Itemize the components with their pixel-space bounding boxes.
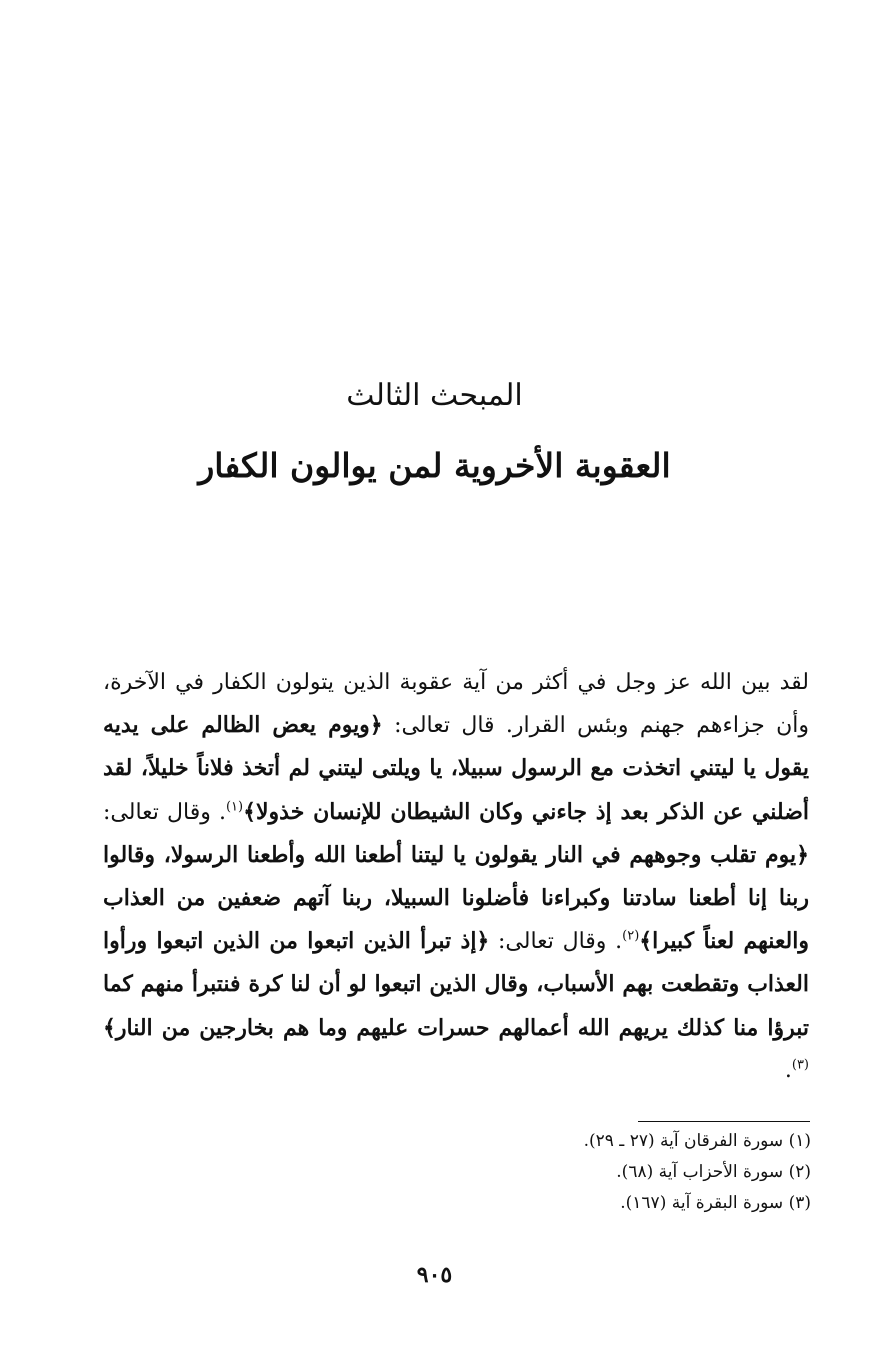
footnote-2: (٢) سورة الأحزاب آية (٦٨). <box>616 1162 811 1182</box>
quran-quote-3: ﴿إذ تبرأ الذين اتبعوا من الذين اتبعوا ورأوا العذاب وتقطعت بهم الأسباب، وقال الذين اتبعوا لو أن لنا كرة فنتبرأ منهم كما تبرؤا منا كذلك يريهم الله أعمالهم حسرات عليهم وما هم بخارجين من النار﴾ <box>103 928 809 1041</box>
main-paragraph <box>103 662 809 1092</box>
page-number: ٩٠٥ <box>416 1262 453 1288</box>
paragraph-text-4: . <box>784 1057 792 1083</box>
quran-quote-2: ﴿يوم تقلب وجوههم في النار يقولون يا ليتنا أطعنا الله وأطعنا الرسولا، وقالوا ربنا إنا أطعنا سادتنا وكبراءنا فأضلونا السبيلا، ربنا آتهم ضعفين من العذاب والعنهم لعناً كبيرا﴾ <box>103 841 810 955</box>
footnote-ref-3: (٣) <box>791 1057 809 1073</box>
paragraph-text-1: لقد بين الله عز وجل في أكثر من آية عقوبة الذين يتولون الكفار في الآخرة، وأن جزاءهم جهنم وبئس القرار. قال تعالى: <box>103 670 809 739</box>
footnotes <box>411 1126 811 1219</box>
section-label: المبحث الثالث <box>346 378 523 413</box>
quran-quote-1: ﴿ويوم يعض الظالم على يديه يقول يا ليتني اتخذت مع الرسول سبيلا، يا ويلتى ليتني لم أتخذ فلاناً خليلاً، لقد أضلني عن الذكر بعد إذ جاءني وكان الشيطان للإنسان خذولا﴾ <box>103 712 809 825</box>
footnote-ref-1: (١) <box>225 799 244 815</box>
section-title: العقوبة الأخروية لمن يوالون الكفار <box>198 446 671 485</box>
footnote-ref-2: (٢) <box>622 928 640 944</box>
paragraph-text-3: . وقال تعالى: <box>489 929 623 955</box>
paragraph-text-2: . وقال تعالى: <box>103 799 226 825</box>
footnote-divider <box>638 1121 810 1122</box>
footnote-3: (٣) سورة البقرة آية (١٦٧). <box>620 1193 811 1213</box>
footnote-1: (١) سورة الفرقان آية (٢٧ ـ ٢٩). <box>583 1131 811 1151</box>
